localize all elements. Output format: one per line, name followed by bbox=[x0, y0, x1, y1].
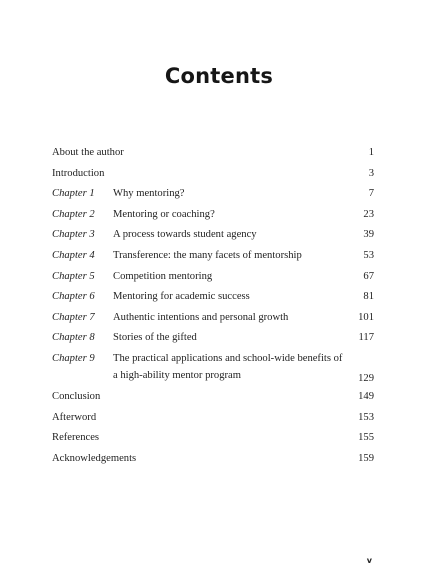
toc-entry-page: 155 bbox=[358, 432, 374, 444]
toc-entry-label: The practical applications and school-wide benefits of a high-ability mentor program bbox=[113, 352, 343, 382]
toc-entry-label: Conclusion bbox=[52, 390, 101, 402]
toc-chapter-number: Chapter 1 bbox=[52, 188, 95, 200]
toc-entry-chapter-8 bbox=[52, 331, 374, 344]
page-title: Contents bbox=[164, 64, 274, 88]
toc-entry-page: 129 bbox=[358, 372, 374, 384]
toc-entry-page: 1 bbox=[368, 147, 374, 158]
table-of-contents bbox=[52, 146, 374, 472]
toc-entry-page: 153 bbox=[358, 411, 374, 423]
toc-entry-label: Introduction bbox=[52, 167, 105, 179]
toc-entry-page: 117 bbox=[358, 332, 374, 344]
toc-chapter-number: Chapter 9 bbox=[52, 352, 95, 364]
toc-entry-label: A process towards student agency bbox=[113, 229, 257, 241]
toc-entry-label: Acknowledgements bbox=[52, 452, 137, 464]
toc-chapter-number: Chapter 4 bbox=[52, 249, 95, 261]
toc-entry-page: 53 bbox=[363, 249, 374, 261]
toc-entry-page: 3 bbox=[368, 167, 374, 179]
toc-entry-about-the-author bbox=[52, 146, 374, 159]
toc-entry-page: 7 bbox=[368, 188, 374, 200]
toc-entry-label: Stories of the gifted bbox=[113, 332, 197, 344]
toc-entry-page: 23 bbox=[363, 208, 374, 220]
toc-entry-page: 149 bbox=[358, 390, 374, 402]
toc-entry-label: Mentoring for academic success bbox=[113, 291, 250, 303]
toc-chapter-number: Chapter 6 bbox=[52, 291, 95, 303]
page-folio-number: v bbox=[366, 556, 372, 565]
toc-entry-references bbox=[52, 431, 374, 444]
toc-entry-page: 39 bbox=[363, 229, 374, 241]
toc-chapter-number: Chapter 5 bbox=[52, 270, 95, 282]
toc-entry-chapter-2 bbox=[52, 208, 374, 221]
toc-entry-chapter-5 bbox=[52, 270, 374, 283]
toc-chapter-number: Chapter 8 bbox=[52, 332, 95, 344]
toc-entry-label: Competition mentoring bbox=[113, 270, 213, 282]
toc-chapter-number: Chapter 2 bbox=[52, 208, 95, 220]
toc-chapter-number: Chapter 3 bbox=[52, 229, 95, 241]
toc-entry-page: 81 bbox=[363, 291, 374, 303]
toc-entry-chapter-7 bbox=[52, 311, 374, 324]
toc-entry-introduction bbox=[52, 167, 374, 180]
toc-entry-acknowledgements bbox=[52, 452, 374, 465]
toc-entry-chapter-9 bbox=[52, 352, 374, 385]
toc-entry-chapter-1 bbox=[52, 187, 374, 200]
toc-entry-label: About the author bbox=[52, 147, 124, 158]
toc-entry-page: 67 bbox=[363, 270, 374, 282]
toc-entry-label: Transference: the many facets of mentorship bbox=[113, 249, 302, 261]
toc-entry-afterword bbox=[52, 411, 374, 424]
toc-chapter-number: Chapter 7 bbox=[52, 311, 95, 323]
toc-entry-label: Mentoring or coaching? bbox=[113, 208, 215, 220]
toc-entry-label: Authentic intentions and personal growth bbox=[113, 311, 289, 323]
toc-entry-chapter-3 bbox=[52, 228, 374, 241]
toc-entry-label: Afterword bbox=[52, 411, 97, 423]
toc-entry-chapter-4 bbox=[52, 249, 374, 262]
toc-entry-label: Why mentoring? bbox=[113, 188, 185, 200]
toc-entry-page: 101 bbox=[358, 311, 374, 323]
toc-entry-page: 159 bbox=[358, 452, 374, 464]
toc-entry-chapter-6 bbox=[52, 290, 374, 303]
toc-entry-label: References bbox=[52, 432, 100, 444]
toc-entry-conclusion bbox=[52, 390, 374, 403]
